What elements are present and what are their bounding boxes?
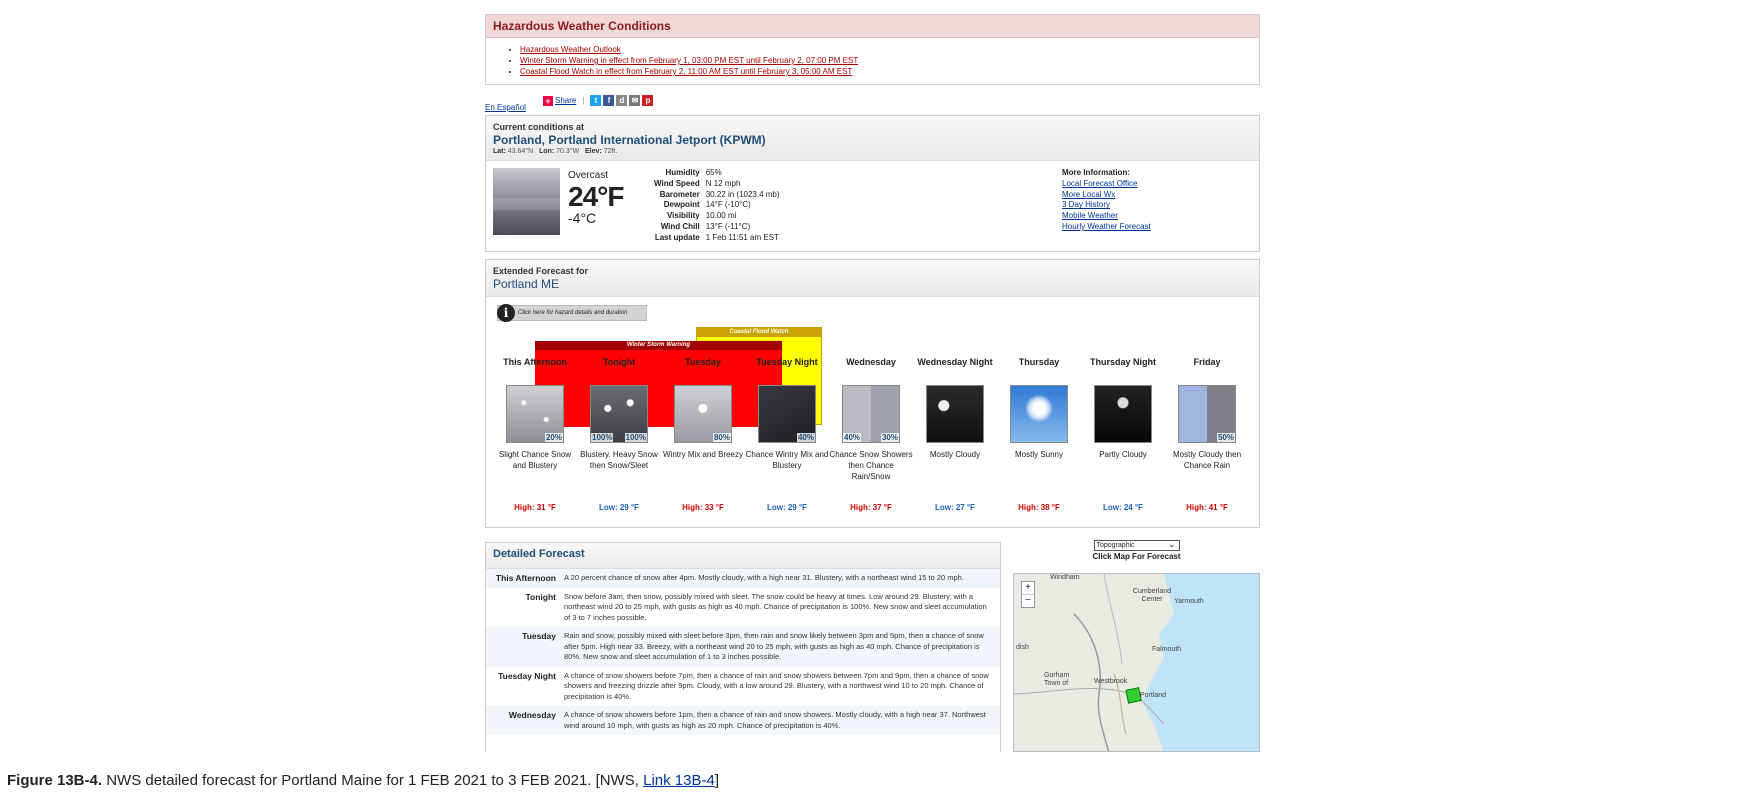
more-information — [1062, 168, 1151, 233]
period-name: Tuesday Night — [756, 357, 818, 367]
precip-chance: 40% — [844, 433, 861, 442]
more-information-title: More Information: — [1062, 168, 1130, 177]
table-row — [651, 233, 783, 244]
current-temp-f: 24°F — [568, 181, 624, 212]
extended-forecast-label: Extended Forecast for — [493, 266, 589, 276]
lon-value: 70.3°W — [556, 148, 580, 155]
caption-end: ] — [714, 772, 720, 789]
forecast-period-tonight[interactable] — [577, 357, 661, 512]
map-style-select[interactable] — [1094, 540, 1180, 551]
table-row — [486, 706, 1000, 735]
period-description: Blustery. Heavy Snow then Snow/Sleet — [580, 450, 658, 470]
table-row — [651, 190, 783, 201]
forecast-period-tuesday[interactable] — [661, 357, 745, 512]
row-text: A 20 percent chance of snow after 4pm. Mostly cloudy, with a high near 31. Blustery, with a northeast wind 15 to 20 mph. — [564, 573, 964, 582]
map-controls — [1013, 540, 1260, 561]
map-label-gorham: Gorham Town of — [1044, 672, 1070, 687]
hazards-list — [486, 38, 1259, 84]
row-period: Wednesday — [508, 710, 556, 720]
winter-storm-warning-label: Winter Storm Warning — [535, 341, 782, 350]
precip-chance-2: 100% — [625, 433, 646, 442]
period-description: Mostly Sunny — [1014, 450, 1064, 459]
wintry-mix-night-icon — [758, 385, 816, 443]
precip-chance: 80% — [713, 433, 730, 442]
hazards-panel — [485, 14, 1260, 85]
detail-value: 30.22 in (1023.4 mb) — [705, 189, 780, 199]
table-row — [651, 179, 783, 190]
period-name: Tonight — [602, 357, 636, 367]
table-row — [651, 211, 783, 222]
row-period: Tonight — [525, 591, 556, 602]
detail-value: 1 Feb 11:51 am EST — [705, 232, 779, 242]
forecast-period-tuesday-night[interactable] — [745, 357, 829, 512]
local-forecast-office-link[interactable]: Local Forecast Office — [1062, 178, 1138, 188]
period-temperature: Low: 29 °F — [766, 503, 808, 512]
current-conditions-body — [486, 161, 1259, 251]
period-temperature: High: 31 °F — [514, 503, 556, 512]
table-row — [651, 168, 783, 179]
overcast-icon — [493, 168, 560, 235]
current-conditions-panel — [485, 115, 1260, 252]
extended-forecast-panel — [485, 259, 1260, 528]
info-icon: i — [497, 304, 515, 322]
row-text: Snow before 3am, then snow, possibly mixed with sleet. The snow could be heavy at times. Low around 29. Blustery, with a northeast wind 20 to 25 mph, with gusts as high as 40 mph. Chance of precipitation is 100%. New snow and sleet accumulation of 3 to 7 inches possible. — [564, 591, 987, 622]
extended-forecast-header — [486, 260, 1259, 297]
heavy-snow-icon — [590, 385, 648, 443]
forecast-period-thursday-night[interactable] — [1081, 357, 1165, 512]
precip-chance: 20% — [545, 433, 562, 442]
wintry-mix-icon — [674, 385, 732, 443]
zoom-out-button[interactable]: − — [1025, 595, 1031, 606]
forecast-map[interactable] — [1013, 573, 1260, 752]
period-temperature: High: 37 °F — [850, 503, 892, 512]
coastal-flood-watch-label: Coastal Flood Watch — [697, 328, 821, 337]
map-label-edge: dish — [1016, 644, 1029, 651]
hazard-link-coastal-flood[interactable]: Coastal Flood Watch in effect from February 2, 11:00 AM EST until February 3, 05:00 AM EST — [520, 67, 853, 76]
period-description: Partly Cloudy — [1099, 450, 1147, 459]
forecast-period-this-afternoon[interactable] — [493, 357, 577, 512]
period-name: Friday — [1193, 357, 1221, 367]
facebook-icon[interactable]: f — [603, 95, 614, 106]
table-row — [486, 667, 1000, 707]
elev-value: 72ft. — [603, 148, 618, 155]
email-icon[interactable]: ✉ — [629, 95, 640, 106]
row-period: This Afternoon — [495, 573, 556, 583]
divider: | — [582, 96, 585, 105]
plus-icon[interactable]: + — [543, 96, 553, 106]
twitter-icon[interactable]: t — [590, 95, 601, 106]
precip-chance: 50% — [1217, 433, 1234, 442]
detail-key: Humidity — [665, 168, 700, 177]
period-description: Chance Snow Showers then Chance Rain/Snow — [829, 450, 913, 481]
zoom-controls — [1021, 581, 1035, 608]
period-description: Chance Wintry Mix and Blustery — [745, 450, 829, 470]
share-bar — [543, 95, 653, 106]
period-name: Tuesday — [685, 357, 721, 367]
forecast-period-thursday[interactable] — [997, 357, 1081, 512]
more-local-wx-link[interactable]: More Local Wx — [1062, 189, 1116, 199]
row-text: A chance of snow showers before 7pm, then a chance of rain and snow showers between 7pm and 9pm, then a chance of snow showers and freezing drizzle after 9pm. Cloudy, with a low around 29. Blustery, with a northwest wind 10 to 20 mph. Chance of precipitation is 40%. — [564, 670, 989, 701]
period-name: Thursday — [1018, 357, 1060, 367]
precip-chance: 40% — [797, 433, 814, 442]
snow-rain-icon — [842, 385, 900, 443]
detail-key: Barometer — [659, 189, 700, 199]
forecast-area-marker[interactable] — [1126, 688, 1141, 703]
detailed-forecast-rows — [486, 569, 1000, 735]
detail-value: 10.00 mi — [705, 211, 737, 221]
period-description: Mostly Cloudy then Chance Rain — [1172, 450, 1242, 470]
table-row — [486, 569, 1000, 588]
period-temperature: High: 41 °F — [1186, 503, 1228, 512]
detail-key: Wind Speed — [654, 178, 700, 188]
share-row — [485, 85, 1260, 115]
precip-chance: 100% — [592, 433, 613, 442]
detailed-forecast-title: Detailed Forecast — [486, 543, 1000, 569]
detail-key: Visibility — [666, 211, 700, 221]
current-temp-c: -4°C — [568, 210, 597, 226]
current-conditions-label: Current conditions at — [493, 122, 585, 132]
detail-value: N 12 mph — [705, 178, 741, 188]
current-details-table — [651, 168, 783, 244]
period-description: Mostly Cloudy — [929, 450, 981, 459]
period-name: Wednesday — [846, 357, 896, 367]
mobile-weather-link[interactable]: Mobile Weather — [1062, 211, 1118, 221]
row-period: Tuesday Night — [498, 670, 556, 681]
period-temperature: Low: 29 °F — [598, 503, 640, 512]
map-label-yarmouth: Yarmouth — [1174, 598, 1204, 605]
hazard-link-outlook[interactable]: Hazardous Weather Outlook — [520, 45, 621, 54]
hazards-title: Hazardous Weather Conditions — [486, 15, 1259, 38]
forecast-period-wednesday[interactable] — [829, 357, 913, 512]
lon-label: Lon: — [539, 148, 555, 155]
map-label-windham: Windham — [1050, 574, 1080, 581]
digg-icon[interactable]: d — [616, 95, 627, 106]
extended-forecast-body — [486, 297, 1259, 527]
lat-value: 43.64°N — [507, 148, 534, 155]
chevron-down-icon: ⌄ — [1167, 539, 1176, 549]
row-period: Tuesday — [522, 631, 556, 641]
map-label-westbrook: Westbrook — [1094, 678, 1128, 685]
partly-cloudy-night-icon — [1094, 385, 1152, 443]
hourly-forecast-link[interactable]: Hourly Weather Forecast — [1062, 221, 1151, 231]
caption-text: NWS detailed forecast for Portland Maine for 1 FEB 2021 to 3 FEB 2021. [NWS, — [102, 772, 644, 789]
hazard-details-label: Click here for hazard details and duration — [518, 310, 628, 316]
detail-value: 65% — [705, 168, 722, 177]
mostly-cloudy-night-icon — [926, 385, 984, 443]
period-temperature: Low: 24 °F — [1102, 503, 1144, 512]
list-item — [520, 55, 1259, 66]
map-label-falmouth: Falmouth — [1152, 646, 1182, 653]
forecast-period-friday[interactable] — [1165, 357, 1249, 512]
period-name: Wednesday Night — [917, 357, 993, 367]
map-label-portland: Portland — [1140, 692, 1167, 699]
caption-figure-number: Figure 13B-4. — [7, 772, 103, 789]
current-condition: Overcast — [568, 170, 609, 181]
click-map-label: Click Map For Forecast — [1092, 552, 1181, 561]
period-description: Slight Chance Snow and Blustery — [498, 450, 572, 470]
period-temperature: High: 33 °F — [682, 503, 724, 512]
detail-value: 14°F (-10°C) — [705, 200, 751, 210]
figure-caption — [7, 772, 719, 789]
period-name: This Afternoon — [503, 357, 567, 367]
detail-key: Dewpoint — [663, 200, 700, 210]
period-temperature: Low: 27 °F — [934, 503, 976, 512]
lat-label: Lat: — [493, 148, 506, 155]
hazard-details-button[interactable] — [497, 305, 647, 321]
station-name: Portland, Portland International Jetport (KPWM) — [493, 133, 766, 147]
snow-icon — [506, 385, 564, 443]
map-style-value: Topographic — [1096, 542, 1135, 549]
detail-key: Last update — [654, 232, 700, 242]
table-row — [486, 627, 1000, 667]
forecast-period-wednesday-night[interactable] — [913, 357, 997, 512]
table-row — [651, 200, 783, 211]
hazard-link-winter-storm[interactable]: Winter Storm Warning in effect from February 1, 03:00 PM EST until February 2, 07:00 PM EST — [520, 56, 859, 65]
zoom-in-button[interactable]: + — [1022, 582, 1034, 595]
caption-link[interactable]: Link 13B-4 — [643, 772, 715, 789]
sunny-icon — [1010, 385, 1068, 443]
detailed-forecast-panel — [485, 542, 1001, 752]
period-temperature: High: 38 °F — [1018, 503, 1060, 512]
detail-key: Wind Chill — [660, 221, 700, 231]
table-row — [651, 222, 783, 233]
row-text: Rain and snow, possibly mixed with sleet before 3pm, then rain and snow likely between 3pm and 5pm, then a chance of snow after 5pm. High near 33. Breezy, with a northeast wind 20 to 25 mph, with gusts as high as 40 mph. Chance of precipitation is 80%. New snow and sleet accumulation of 1 to 3 inches possible. — [564, 631, 984, 661]
list-item — [520, 66, 1259, 77]
table-row — [486, 588, 1000, 628]
current-conditions-header — [486, 116, 1259, 161]
share-link[interactable]: Share — [555, 96, 577, 105]
list-item — [520, 44, 1259, 55]
pinterest-icon[interactable]: p — [642, 95, 653, 106]
precip-chance-2: 30% — [881, 433, 898, 442]
elev-label: Elev: — [585, 148, 602, 155]
row-text: A chance of snow showers before 1pm, then a chance of rain and snow showers. Mostly cloudy, with a high near 37. Northwest wind around 10 mph, with gusts as high as 20 mph. Chance of precipitation is 40%. — [564, 710, 986, 730]
espanol-link[interactable]: En Español — [485, 103, 526, 112]
period-description: Wintry Mix and Breezy — [662, 450, 744, 459]
period-name: Thursday Night — [1089, 357, 1156, 367]
station-coordinates — [493, 148, 1252, 155]
detail-value: 13°F (-11°C) — [705, 221, 751, 231]
rain-icon — [1178, 385, 1236, 443]
forecast-location: Portland ME — [493, 277, 560, 291]
three-day-history-link[interactable]: 3 Day History — [1062, 200, 1111, 210]
map-label-cumberland-center: Cumberland Center — [1132, 588, 1172, 603]
